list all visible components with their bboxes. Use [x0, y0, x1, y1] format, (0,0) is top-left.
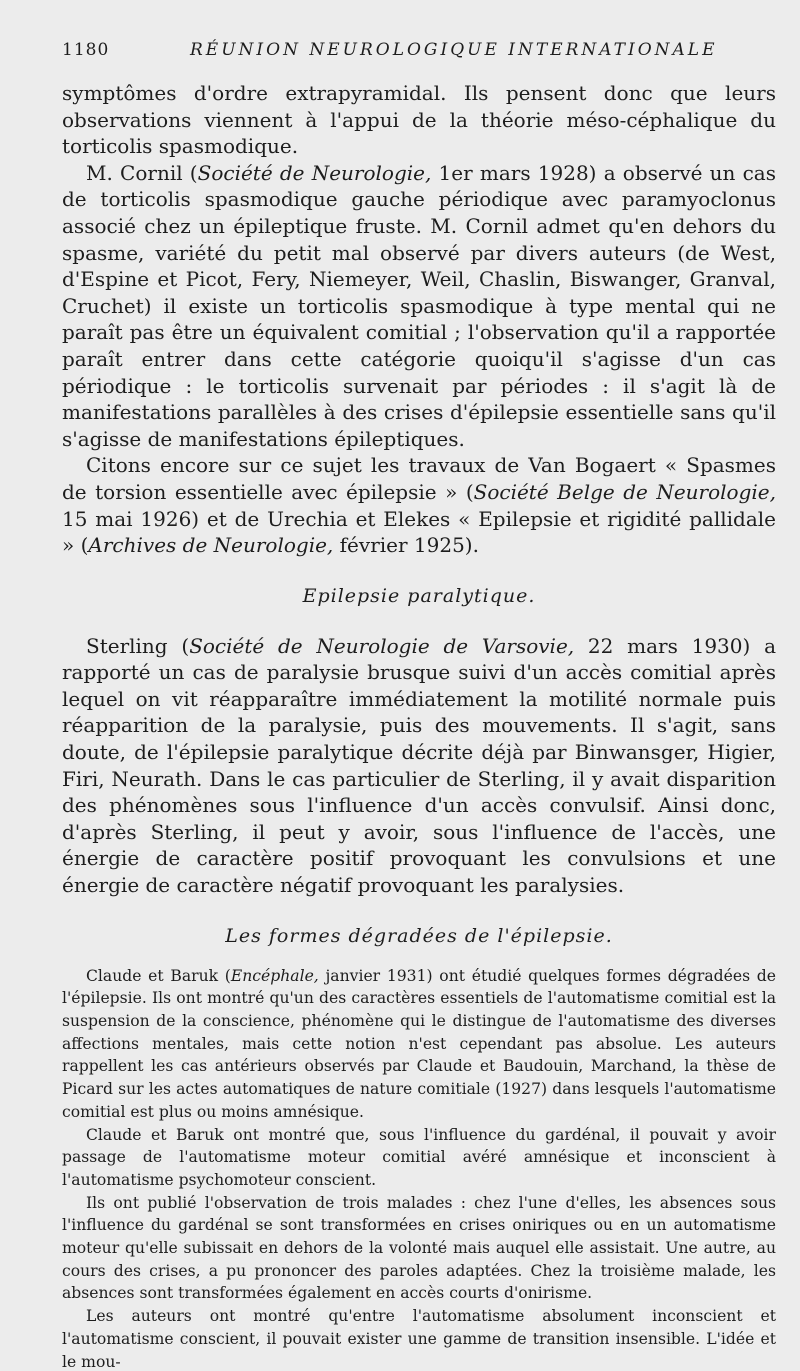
paragraph-1: symptômes d'ordre extrapyramidal. Ils pensent donc que leurs observations viennent à l'appui de la théorie méso-céphalique du torticolis spasmodique.	[62, 81, 776, 159]
text-run: 1er mars 1928) a observé un cas de torticolis spasmodique gauche périodique avec paramyoclonus associé chez un épileptique fruste. M. Cornil admet qu'en dehors du spasme, variété du petit mal observé par divers auteurs (de West, d'Espine et Picot, Fery, Niemeyer, Weil, Chaslin, Biswanger, Granval, Cruchet) il existe un torticolis spasmodique à type mental qui ne paraît pas être un équivalent comitial ; l'observation qu'il a rapportée paraît entrer dans cette catégorie quoiqu'il s'agisse d'un cas périodique : le torticolis survenait par périodes : il s'agit là de manifestations parallèles à des crises d'épilepsie essentielle sans qu'il s'agisse de manifestations épileptiques.	[62, 160, 776, 451]
citation: Archives de Neurologie,	[88, 533, 334, 558]
body-text	[62, 80, 776, 1371]
text-run: 15 mai 1926) et de Urechia et Elekes « Epilepsie et rigidité pallidale » (	[62, 506, 776, 558]
paragraph-6: Claude et Baruk ont montré que, sous l'influence du gardénal, il pouvait y avoir passage de l'automatisme moteur comitial avéré amnésique et inconscient à l'automatisme psychomoteur conscient.	[62, 1125, 776, 1189]
running-title: RÉUNION NEUROLOGIQUE INTERNATIONALE	[190, 40, 718, 60]
text-run: février 1925).	[333, 533, 479, 558]
paragraph-2	[62, 160, 776, 453]
small-print-section	[62, 965, 776, 1371]
section-heading-formes-degradees: Les formes dégradées de l'épilepsie.	[225, 924, 613, 947]
text-run: janvier 1931) ont étudié quelques formes dégradées de l'épilepsie. Ils ont montré qu'un des caractères essentiels de l'automatisme comitial est la suspension de la conscience, phénomène qui le distingue de l'automatisme des diverses affections mentales, mais cette notion n'est cependant pas absolue. Les auteurs rappellent les cas antérieurs observés par Claude et Baudouin, Marchand, la thèse de Picard sur les actes automatiques de nature comitiale (1927) dans lesquels l'automatisme comitial est plus ou moins amnésique.	[62, 966, 776, 1121]
citation: Société Belge de Neurologie,	[473, 479, 776, 504]
running-header	[62, 40, 762, 66]
citation: Société de Neurologie de Varsovie,	[189, 633, 575, 658]
page-number: 1180	[62, 40, 110, 60]
text-run: Sterling (	[86, 633, 190, 658]
paragraph-5	[62, 965, 776, 1124]
text-run: 22 mars 1930) a rapporté un cas de paralysie brusque suivi d'un accès comitial après lequel on vit réapparaître immédiatement la motilité normale puis réapparition de la paralysie, puis des mouvements. Il s'agit, sans doute, de l'épilepsie paralytique décrite déjà par Binwansger, Higier, Firi, Neurath. Dans le cas particulier de Sterling, il y avait disparition des phénomènes sous l'influence d'un accès convulsif. Ainsi donc, d'après Sterling, il peut y avoir, sous l'influence de l'accès, une énergie de caractère positif provoquant les convulsions et une énergie de caractère négatif provoquant les paralysies.	[62, 633, 776, 898]
section-heading-epilepsie-paralytique: Epilepsie paralytique.	[302, 584, 536, 607]
text-run: Citons encore sur ce sujet les travaux de Van Bogaert « Spasmes de torsion essentielle avec épilepsie » (	[62, 453, 776, 504]
paragraph-4	[62, 633, 776, 899]
citation: Société de Neurologie,	[197, 160, 432, 185]
paragraph-3	[62, 452, 776, 558]
text-run: Claude et Baruk (	[86, 966, 231, 985]
citation: Encéphale,	[230, 966, 319, 985]
paragraph-8: Les auteurs ont montré qu'entre l'automatisme absolument inconscient et l'automatisme conscient, il pouvait exister une gamme de transition insensible. L'idée et le mou-	[62, 1307, 776, 1371]
paragraph-7: Ils ont publié l'observation de trois malades : chez l'une d'elles, les absences sous l'influence du gardénal se sont transformées en crises oniriques ou en un automatisme moteur qu'elle subissait en dehors de la volonté mais auquel elle assistait. Une autre, au cours des crises, a pu prononcer des paroles adaptées. Chez la troisième malade, les absences sont transformées également en accès courts d'onirisme.	[62, 1193, 776, 1303]
text-run: M. Cornil (	[86, 160, 198, 185]
